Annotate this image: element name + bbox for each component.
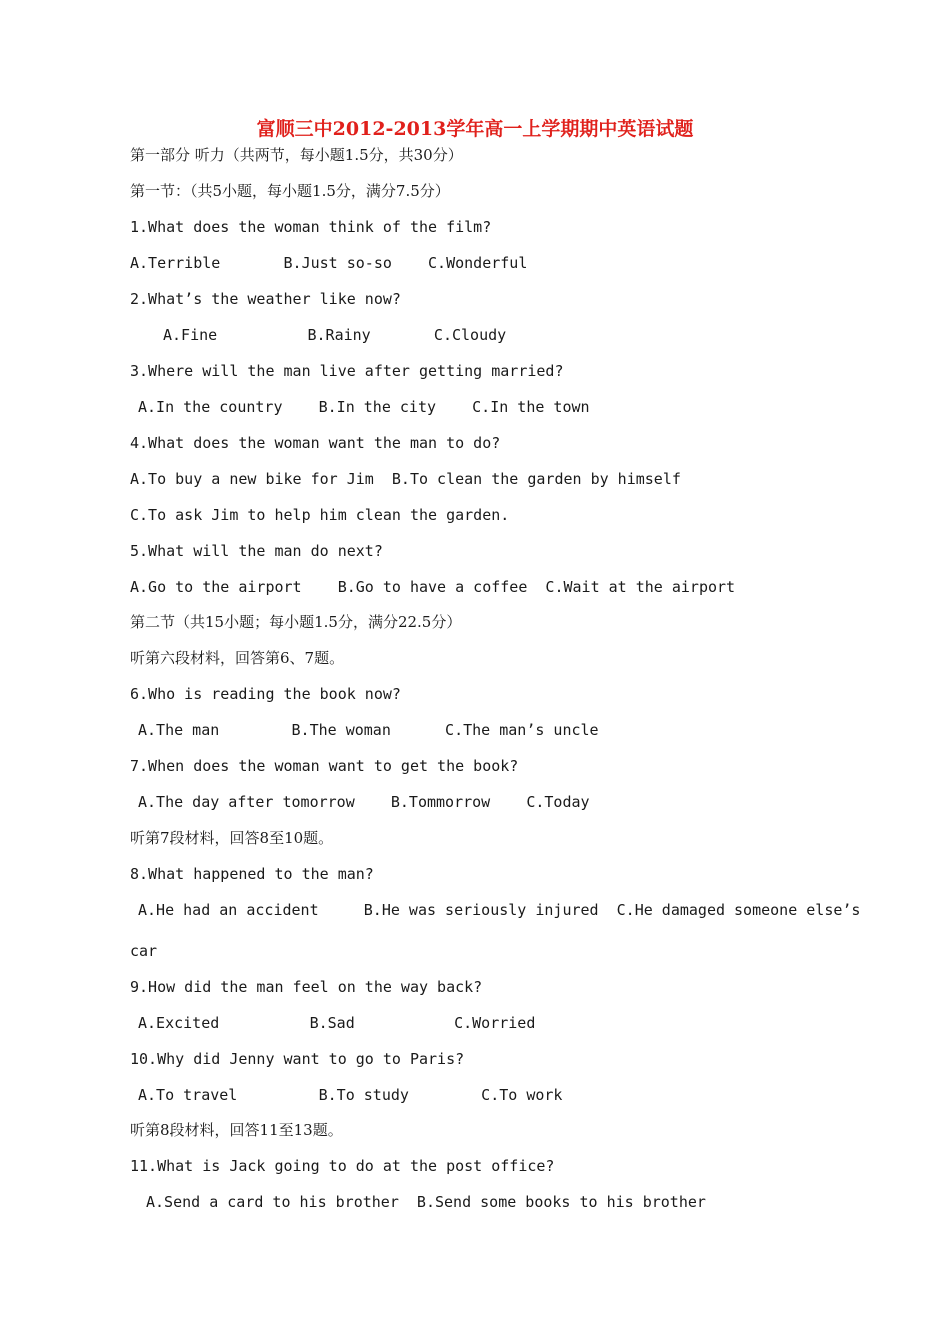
part-one-heading: 第一部分 听力（共两节，每小题1.5分，共30分）: [130, 146, 463, 164]
question-11: 11.What is Jack going to do at the post office?: [130, 1157, 555, 1175]
question-6-options: A.The man B.The woman C.The man’s uncle: [138, 721, 599, 739]
question-1: 1.What does the woman think of the film?: [130, 218, 492, 236]
section-two-heading: 第二节（共15小题；每小题1.5分，满分22.5分）: [130, 613, 462, 631]
question-4-options-ab: A.To buy a new bike for Jim B.To clean the garden by himself: [130, 470, 681, 488]
question-2: 2.What’s the weather like now?: [130, 290, 401, 308]
question-7: 7.When does the woman want to get the book?: [130, 757, 519, 775]
question-3: 3.Where will the man live after getting married?: [130, 362, 564, 380]
passage-6-instruction: 听第六段材料，回答第6、7题。: [130, 649, 345, 667]
question-9: 9.How did the man feel on the way back?: [130, 978, 483, 996]
question-10-options: A.To travel B.To study C.To work: [138, 1086, 563, 1104]
question-9-options: A.Excited B.Sad C.Worried: [138, 1014, 536, 1032]
question-7-options: A.The day after tomorrow B.Tommorrow C.Today: [138, 793, 590, 811]
passage-7-instruction: 听第7段材料，回答8至10题。: [130, 829, 334, 847]
question-4-option-c: C.To ask Jim to help him clean the garden.: [130, 506, 510, 524]
section-one-heading: 第一节：（共5小题，每小题1.5分，满分7.5分）: [130, 182, 450, 200]
document-title: 富顺三中2012-2013学年高一上学期期中英语试题: [256, 118, 694, 140]
question-8: 8.What happened to the man?: [130, 865, 374, 883]
question-8-option-continued: car: [130, 942, 158, 960]
question-5-options: A.Go to the airport B.Go to have a coffee C.Wait at the airport: [130, 578, 736, 596]
question-1-options: A.Terrible B.Just so-so C.Wonderful: [130, 254, 528, 272]
passage-8-instruction: 听第8段材料，回答11至13题。: [130, 1121, 343, 1139]
question-8-options: A.He had an accident B.He was seriously injured C.He damaged someone else’s: [138, 901, 861, 919]
question-3-options: A.In the country B.In the city C.In the town: [138, 398, 590, 416]
question-4: 4.What does the woman want the man to do?: [130, 434, 501, 452]
question-2-options: A.Fine B.Rainy C.Cloudy: [163, 326, 507, 344]
question-11-options: A.Send a card to his brother B.Send some books to his brother: [146, 1193, 706, 1211]
question-5: 5.What will the man do next?: [130, 542, 383, 560]
question-10: 10.Why did Jenny want to go to Paris?: [130, 1050, 465, 1068]
question-6: 6.Who is reading the book now?: [130, 685, 401, 703]
